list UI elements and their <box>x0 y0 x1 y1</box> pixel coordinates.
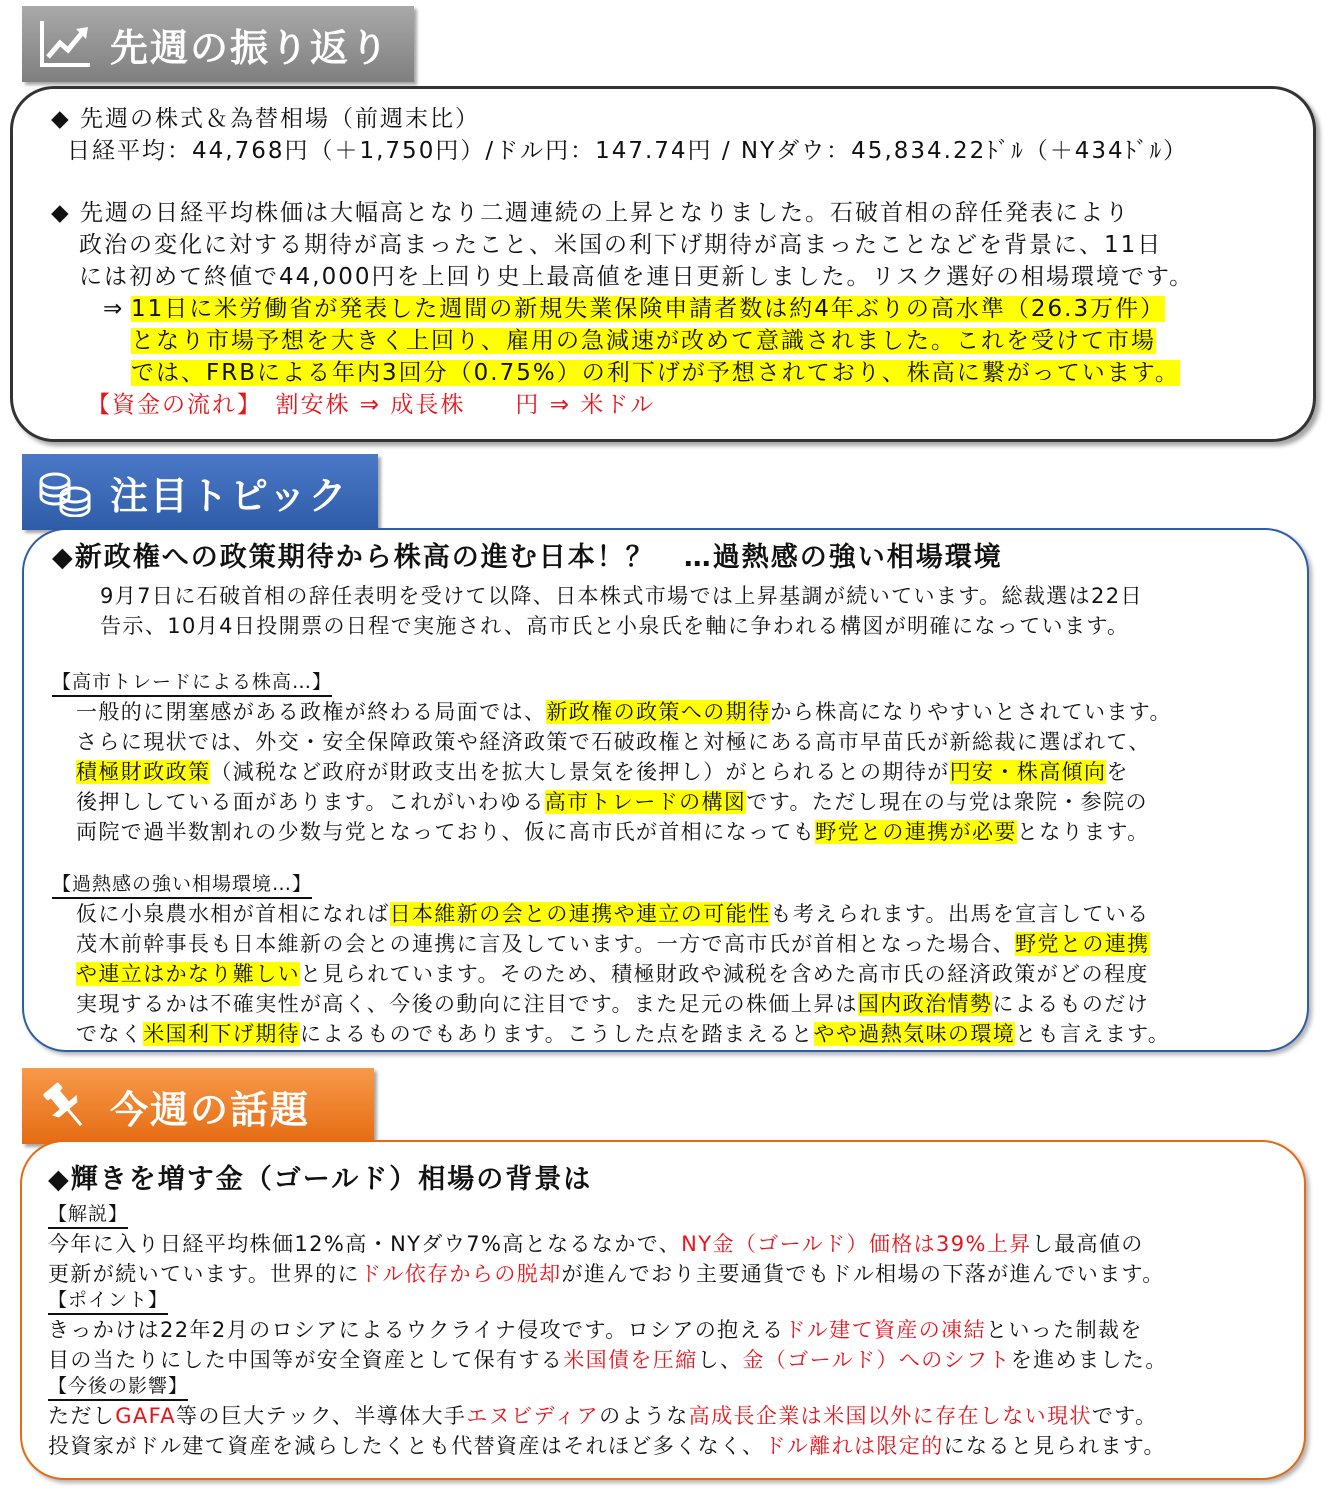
topic-text-line: 一般的に閉塞感がある政権が終わる局面では、新政権の政策への期待から株高になりやすいとされています。 <box>76 700 1172 724</box>
section-tab-week <box>22 1068 374 1144</box>
topic-text-line: 茂木前幹事長も日本維新の会との連携に言及しています。一方で高市氏が首相となった場合、野党との連携 <box>76 932 1150 956</box>
topic-text-line: 後押ししている面があります。これがいわゆる高市トレードの構図です。ただし現在の与党は衆院・参院の <box>76 790 1148 814</box>
coins-icon <box>30 462 100 522</box>
fund-flow: 【資金の流れ】 割安株 ⇒ 成長株 円 ⇒ 米ドル <box>87 392 656 418</box>
topic-text-line: 実現するかは不確実性が高く、今後の動向に注目です。また足元の株価上昇は国内政治情勢によるものだけ <box>76 992 1150 1016</box>
topic-text-line: や連立はかなり難しいと見られています。そのため、積極財政や減税を含めた高市氏の経済政策がどの程度 <box>76 962 1149 986</box>
highlight-line: となり市場予想を大きく上回り、雇用の急減速が改めて意識されました。これを受けて市場 <box>131 328 1156 354</box>
subheading-explanation: 【解説】 <box>48 1202 128 1229</box>
subheading-takaichi: 【高市トレードによる株高…】 <box>52 670 332 697</box>
week-heading: ◆輝きを増す金（ゴールド）相場の背景は <box>48 1164 593 1195</box>
section-title: 今週の話題 <box>110 1087 311 1132</box>
review-heading: ◆ 先週の株式＆為替相場（前週末比） <box>51 106 480 132</box>
week-text-line: 投資家がドル建て資産を減らしたくとも代替資産はそれほど多くなく、ドル離れは限定的になると見られます。 <box>48 1434 1166 1458</box>
pushpin-icon <box>30 1076 100 1136</box>
topic-heading: ◆新政権への政策期待から株高の進む日本！？ …過熱感の強い相場環境 <box>52 542 1003 573</box>
week-text-line: 更新が続いています。世界的にドル依存からの脱却が進んでおり主要通貨でもドル相場の下落が進んでいます。 <box>48 1262 1165 1286</box>
review-paragraph-line: ◆ 先週の日経平均株価は大幅高となり二週連続の上昇となりました。石破首相の辞任発表により <box>51 200 1130 226</box>
highlight-line: 11日に米労働省が発表した週間の新規失業保険申請者数は約4年ぶりの高水準（26.3万件） <box>131 296 1166 322</box>
week-text-line: 今年に入り日経平均株価12%高・NYダウ7%高となるなかで、NY金（ゴールド）価格は39%上昇し最高値の <box>48 1232 1144 1256</box>
week-text-line: きっかけは22年2月のロシアによるウクライナ侵攻です。ロシアの抱えるドル建て資産の凍結といった制裁を <box>48 1318 1143 1342</box>
section-title: 先週の振り返り <box>110 25 391 70</box>
review-paragraph-line: には初めて終値で44,000円を上回り史上最高値を連日更新しました。リスク選好の相場環境です。 <box>79 264 1195 290</box>
topic-text-line: 両院で過半数割れの少数与党となっており、仮に高市氏が首相になっても野党との連携が必要となります。 <box>76 820 1150 844</box>
highlight-line: では、FRBによる年内3回分（0.75%）の利下げが予想されており、株高に繋がっています。 <box>131 360 1180 386</box>
topic-text-line: 仮に小泉農水相が首相になれば日本維新の会との連携や連立の可能性も考えられます。出馬を宣言している <box>76 902 1150 926</box>
topic-intro-line: 9月7日に石破首相の辞任表明を受けて以降、日本株式市場では上昇基調が続いています。総裁選は22日 <box>100 584 1143 608</box>
week-text-line: 目の当たりにした中国等が安全資産として保有する米国債を圧縮し、金（ゴールド）へのシフトを進めました。 <box>48 1348 1168 1372</box>
section-title: 注目トピック <box>110 473 349 518</box>
week-text-line: ただしGAFA等の巨大テック、半導体大手エヌビディアのような高成長企業は米国以外に存在しない現状です。 <box>48 1404 1158 1428</box>
topic-text-line: さらに現状では、外交・安全保障政策や経済政策で石破政権と対極にある高市早苗氏が新総裁に選ばれて、 <box>76 730 1151 754</box>
week-box <box>20 1140 1306 1480</box>
market-summary: 日経平均：44,768円（＋1,750円）/ドル円：147.74円 / NYダウ：45,834.22ﾄﾞﾙ（＋434ﾄﾞﾙ） <box>67 138 1189 164</box>
arrow-mark: ⇒ <box>103 296 125 322</box>
chart-line-icon <box>30 14 100 74</box>
topic-box <box>22 528 1309 1052</box>
subheading-impact: 【今後の影響】 <box>48 1374 188 1401</box>
section-tab-topic <box>22 454 378 530</box>
topic-intro-line: 告示、10月4日投開票の日程で実施され、高市氏と小泉氏を軸に争われる構図が明確になっています。 <box>100 614 1130 638</box>
review-paragraph-line: 政治の変化に対する期待が高まったこと、米国の利下げ期待が高まったことなどを背景に、11日 <box>79 232 1163 258</box>
review-box <box>10 86 1316 442</box>
section-tab-review <box>22 6 414 82</box>
topic-text-line: でなく米国利下げ期待によるものでもあります。こうした点を踏まえるとやや過熱気味の環境とも言えます。 <box>76 1022 1171 1046</box>
subheading-point: 【ポイント】 <box>48 1288 168 1315</box>
subheading-overheat: 【過熱感の強い相場環境…】 <box>52 872 312 899</box>
topic-text-line: 積極財政政策（減税など政府が財政支出を拡大し景気を後押し）がとられるとの期待が円安・株高傾向を <box>76 760 1129 784</box>
